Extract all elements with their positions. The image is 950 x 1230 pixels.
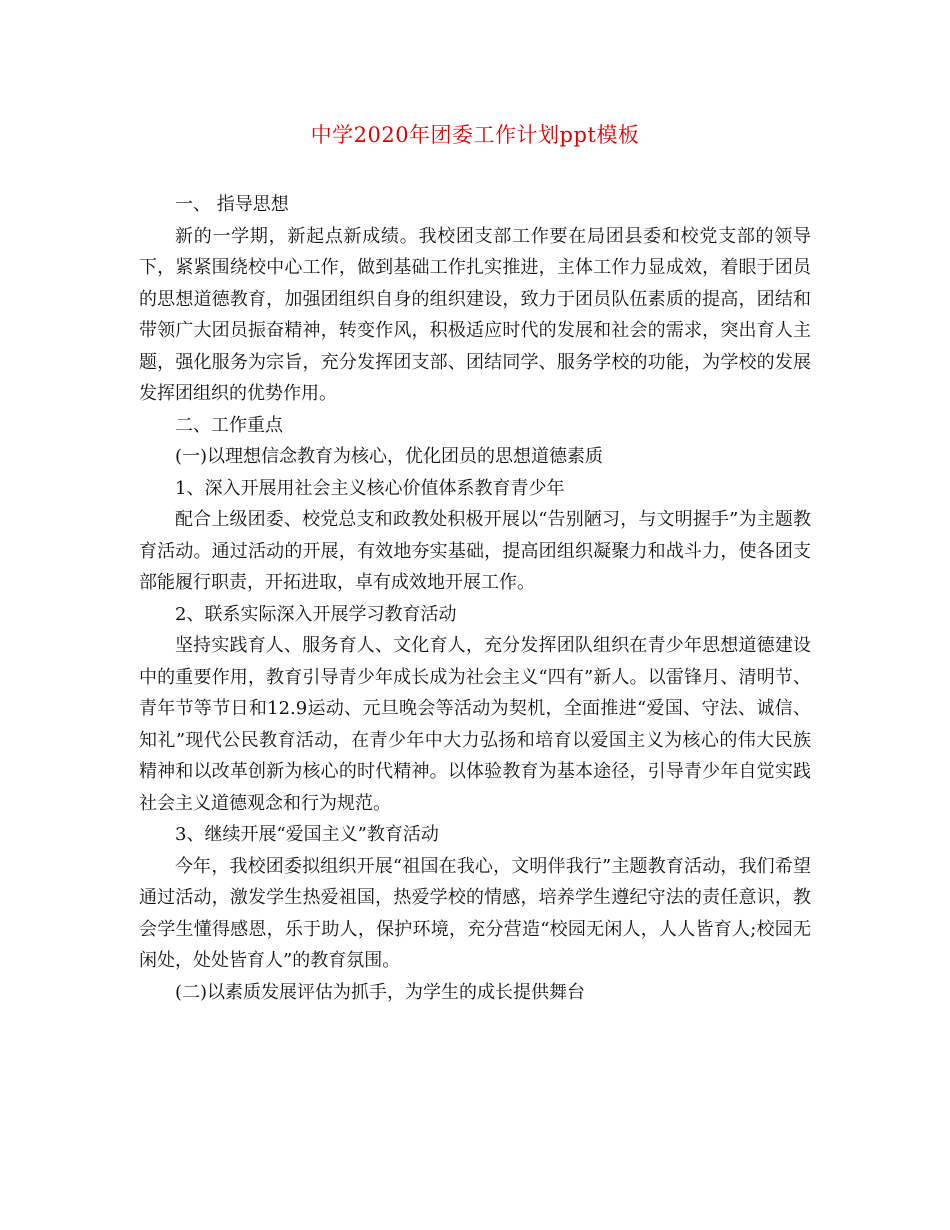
subsection-heading-2: (二)以素质发展评估为抓手，为学生的成长提供舞台 — [175, 981, 586, 1003]
document-body — [139, 189, 811, 1008]
item-heading-2: 2、联系实际深入开展学习教育活动 — [175, 603, 457, 625]
paragraph-guiding-ideology: 新的一学期，新起点新成绩。我校团支部工作要在局团县委和校党支部的领导下，紧紧围绕校中心工作，做到基础工作扎实推进，主体工作力显成效，着眼于团员的思想道德教育，加强团组织自身的组织建设，致力于团员队伍素质的提高，团结和带领广大团员振奋精神，转变作风，积极适应时代的发展和社会的需求，突出育人主题，强化服务为宗旨，充分发挥团支部、团结同学、服务学校的功能，为学校的发展发挥团组织的优势作用。 — [139, 225, 811, 404]
subsection-heading-1: (一)以理想信念教育为核心，优化团员的思想道德素质 — [175, 446, 604, 467]
item-heading-3: 3、继续开展“爱国主义”教育活动 — [175, 824, 439, 845]
paragraph-item-3: 今年，我校团委拟组织开展“祖国在我心，文明伴我行”主题教育活动，我们希望通过活动，激发学生热爱祖国，热爱学校的情感，培养学生遵纪守法的责任意识，教会学生懂得感恩，乐于助人，保护环境，充分营造“校园无闲人，人人皆育人;校园无闲处，处处皆育人”的教育氛围。 — [139, 855, 811, 971]
section-heading-work-focus: 二、工作重点 — [175, 414, 283, 436]
document-title: 中学2020年团委工作计划ppt模板 — [310, 123, 640, 147]
item-heading-1: 1、深入开展用社会主义核心价值体系教育青少年 — [175, 477, 565, 499]
paragraph-item-1: 配合上级团委、校党总支和政教处积极开展以“告别陋习，与文明握手”为主题教育活动。通过活动的开展，有效地夯实基础，提高团组织凝聚力和战斗力，使各团支部能履行职责，开拓进取，卓有成效地开展工作。 — [139, 509, 811, 593]
paragraph-item-2: 坚持实践育人、服务育人、文化育人，充分发挥团队组织在青少年思想道德建设中的重要作用，教育引导青少年成长成为社会主义“四有”新人。以雷锋月、清明节、青年节等节日和12.9运动、元旦晚会等活动为契机，全面推进“爱国、守法、诚信、知礼”现代公民教育活动，在青少年中大力弘扬和培育以爱国主义为核心的伟大民族精神和以改革创新为核心的时代精神。以体验教育为基本途径，引导青少年自觉实践社会主义道德观念和行为规范。 — [139, 635, 811, 814]
section-heading-guiding-ideology: 一、 指导思想 — [175, 194, 289, 215]
